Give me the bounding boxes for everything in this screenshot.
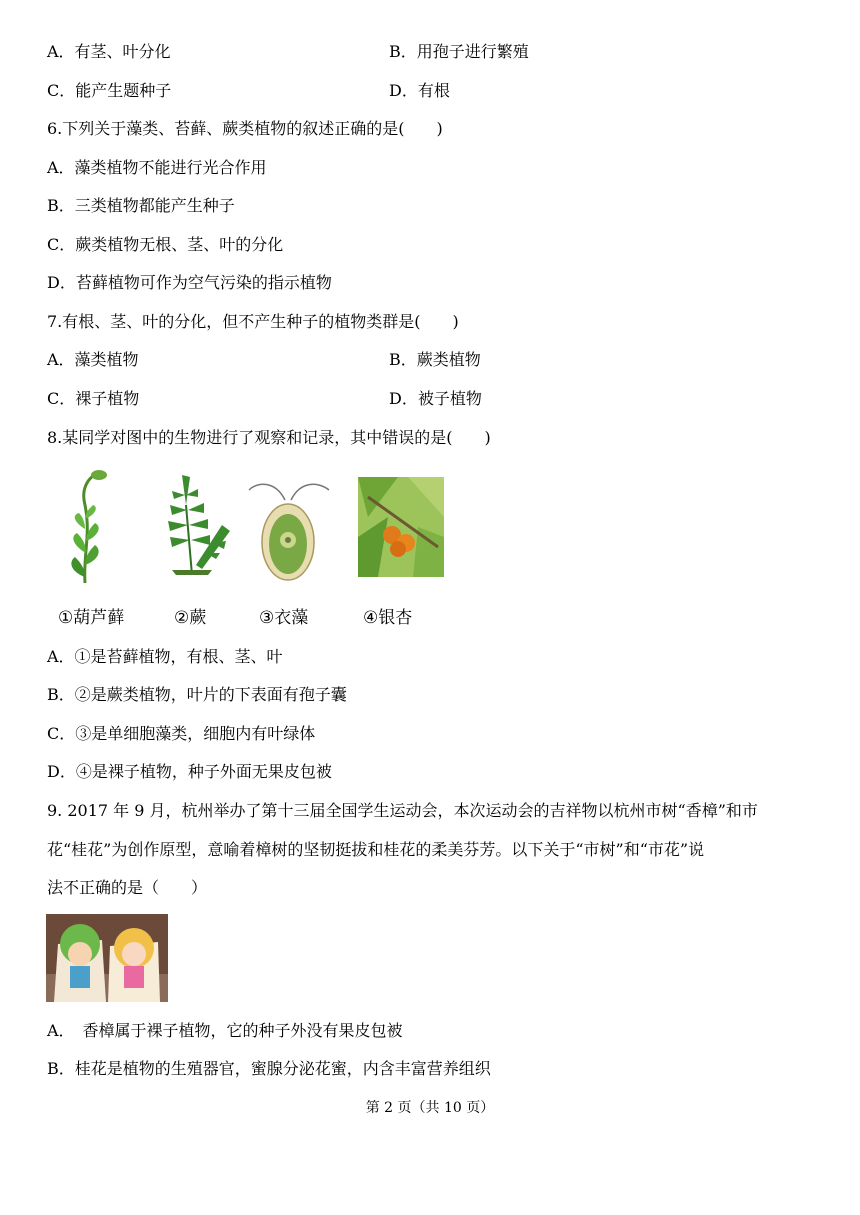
- q7-option-d: D．被子植物: [389, 389, 482, 408]
- q7-option-b: B．蕨类植物: [389, 350, 481, 369]
- figure-caption-moss: ①葫芦藓: [58, 608, 125, 628]
- q6-option-d: D．苔藓植物可作为空气污染的指示植物: [47, 273, 332, 292]
- q8-option-b: B．②是蕨类植物，叶片的下表面有孢子囊: [47, 685, 347, 704]
- figure-caption-chlamydomonas: ③衣藻: [259, 608, 309, 628]
- q7-stem: 7.有根、茎、叶的分化，但不产生种子的植物类群是( ): [47, 312, 459, 331]
- q8-option-c: C．③是单细胞藻类，细胞内有叶绿体: [47, 724, 316, 743]
- q5-option-d: D．有根: [389, 81, 450, 100]
- q9-option-b: B．桂花是植物的生殖器官，蜜腺分泌花蜜，内含丰富营养组织: [47, 1059, 491, 1078]
- q6-stem: 6.下列关于藻类、苔藓、蕨类植物的叙述正确的是( ): [47, 119, 443, 138]
- q7-option-a: A．藻类植物: [47, 350, 139, 369]
- fern-illustration: [152, 465, 237, 580]
- q5-option-a: A．有茎、叶分化: [47, 42, 171, 61]
- q5-option-c: C．能产生题种子: [47, 81, 172, 100]
- q8-option-a: A．①是苔藓植物，有根、茎、叶: [47, 647, 283, 666]
- ginkgo-photo: [358, 477, 444, 577]
- q7-option-c: C．裸子植物: [47, 389, 140, 408]
- q9-stem-line-3: 法不正确的是（ ）: [47, 878, 208, 897]
- q6-option-b: B．三类植物都能产生种子: [47, 196, 235, 215]
- q5-option-b: B．用孢子进行繁殖: [389, 42, 529, 61]
- q9-stem-line-1: 9. 2017 年 9 月，杭州举办了第十三届全国学生运动会，本次运动会的吉祥物以杭州市树“香樟”和市: [47, 801, 758, 820]
- chlamydomonas-illustration: [245, 470, 333, 582]
- page-footer: 第 2 页（共 10 页）: [365, 1100, 495, 1116]
- q8-option-d: D．④是裸子植物，种子外面无果皮包被: [47, 762, 332, 781]
- moss-illustration: [55, 465, 120, 585]
- q9-stem-line-2: 花“桂花”为创作原型，意喻着樟树的坚韧挺拔和桂花的柔美芬芳。以下关于“市树”和“市花”说: [47, 840, 705, 859]
- q6-option-c: C．蕨类植物无根、茎、叶的分化: [47, 235, 284, 254]
- q6-option-a: A．藻类植物不能进行光合作用: [47, 158, 267, 177]
- figure-caption-fern: ②蕨: [174, 608, 207, 628]
- q8-stem: 8.某同学对图中的生物进行了观察和记录，其中错误的是( ): [47, 428, 491, 447]
- mascot-photo: [46, 914, 168, 1002]
- q9-option-a: A． 香樟属于裸子植物，它的种子外没有果皮包被: [47, 1021, 403, 1040]
- figure-caption-ginkgo: ④银杏: [363, 608, 413, 628]
